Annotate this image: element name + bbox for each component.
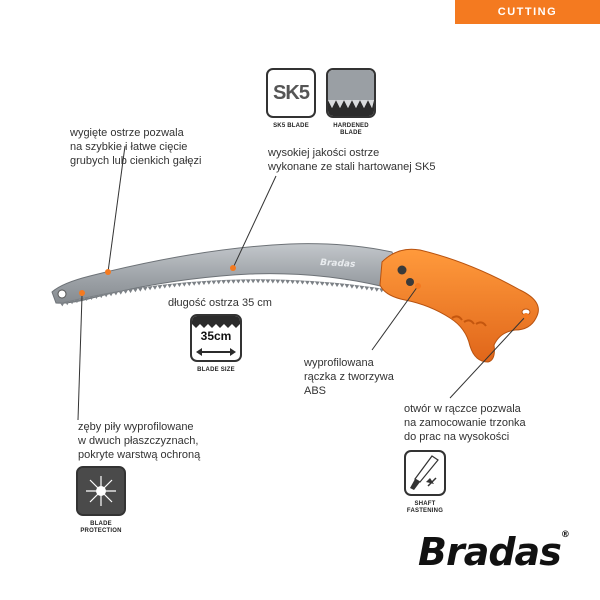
- sk5-caption: SK5 BLADE: [273, 123, 309, 129]
- callout-line: zęby piły wyprofilowane: [78, 421, 194, 433]
- callout-line: wykonane ze stali hartowanej SK5: [268, 161, 436, 173]
- callout-line: długość ostrza 35 cm: [168, 297, 272, 309]
- callout-line: grubych lub cienkich gałęzi: [70, 155, 202, 167]
- blade-size-icon: [190, 314, 242, 362]
- callout-line: rączka z tworzywa: [304, 371, 394, 383]
- sk5-blade-icon: [266, 68, 316, 118]
- blade-size-value: 35cm: [200, 329, 232, 343]
- callout-curved-blade: [70, 126, 201, 168]
- hardened-blade-icon: [326, 68, 376, 118]
- callout-quality-blade: [268, 146, 436, 174]
- brand-logo: Bradas®: [418, 530, 569, 574]
- category-tag: CUTTING: [455, 0, 600, 24]
- leader-dot: [105, 269, 111, 275]
- hardened-caption-line1: HARDENED: [333, 123, 369, 129]
- blade-protection-icon: [76, 466, 126, 516]
- brand-logo-text: Bradas: [418, 530, 561, 574]
- callout-line: w dwuch płaszczyznach,: [78, 435, 199, 447]
- blade-tip-hole: [58, 290, 66, 298]
- leader-dot: [230, 265, 236, 271]
- leader-dot: [523, 313, 529, 319]
- shaft-caption-line1: SHAFT: [414, 501, 436, 507]
- callout-line: wysokiej jakości ostrze: [268, 147, 380, 159]
- leader-dot: [79, 290, 85, 296]
- leader-line: [78, 296, 82, 420]
- callout-line: wyprofilowana: [304, 357, 374, 369]
- callout-teeth: [78, 420, 200, 462]
- blade-brand-text: Bradas: [319, 258, 356, 270]
- callout-line: wygięte ostrze pozwala: [70, 127, 184, 139]
- shaft-caption-line2: FASTENING: [406, 508, 444, 514]
- blade-protection-caption-line2: PROTECTION: [80, 528, 122, 534]
- callout-line: pokryte warstwą ochroną: [78, 449, 201, 461]
- leader-dot: [415, 283, 421, 289]
- sk5-glyph: SK5: [273, 81, 309, 104]
- callout-blade-length: [168, 296, 272, 310]
- callout-line: ABS: [304, 385, 327, 397]
- blade-size-caption: BLADE SIZE: [197, 367, 235, 373]
- callout-line: na zamocowanie trzonka: [404, 417, 526, 429]
- handle-rivet: [398, 266, 407, 275]
- hardened-caption-line2: BLADE: [340, 130, 362, 136]
- callout-line: na szybkie i łatwe cięcie: [70, 141, 188, 153]
- callout-line: otwór w rączce pozwala: [404, 403, 521, 415]
- handle-rivet: [406, 278, 414, 286]
- callout-handle: [304, 356, 394, 398]
- callout-handle-hole: [404, 402, 526, 444]
- callout-line: do prac na wysokości: [404, 431, 510, 443]
- blade-protection-caption-line1: BLADE: [90, 521, 112, 527]
- shaft-fastening-icon: [404, 450, 446, 496]
